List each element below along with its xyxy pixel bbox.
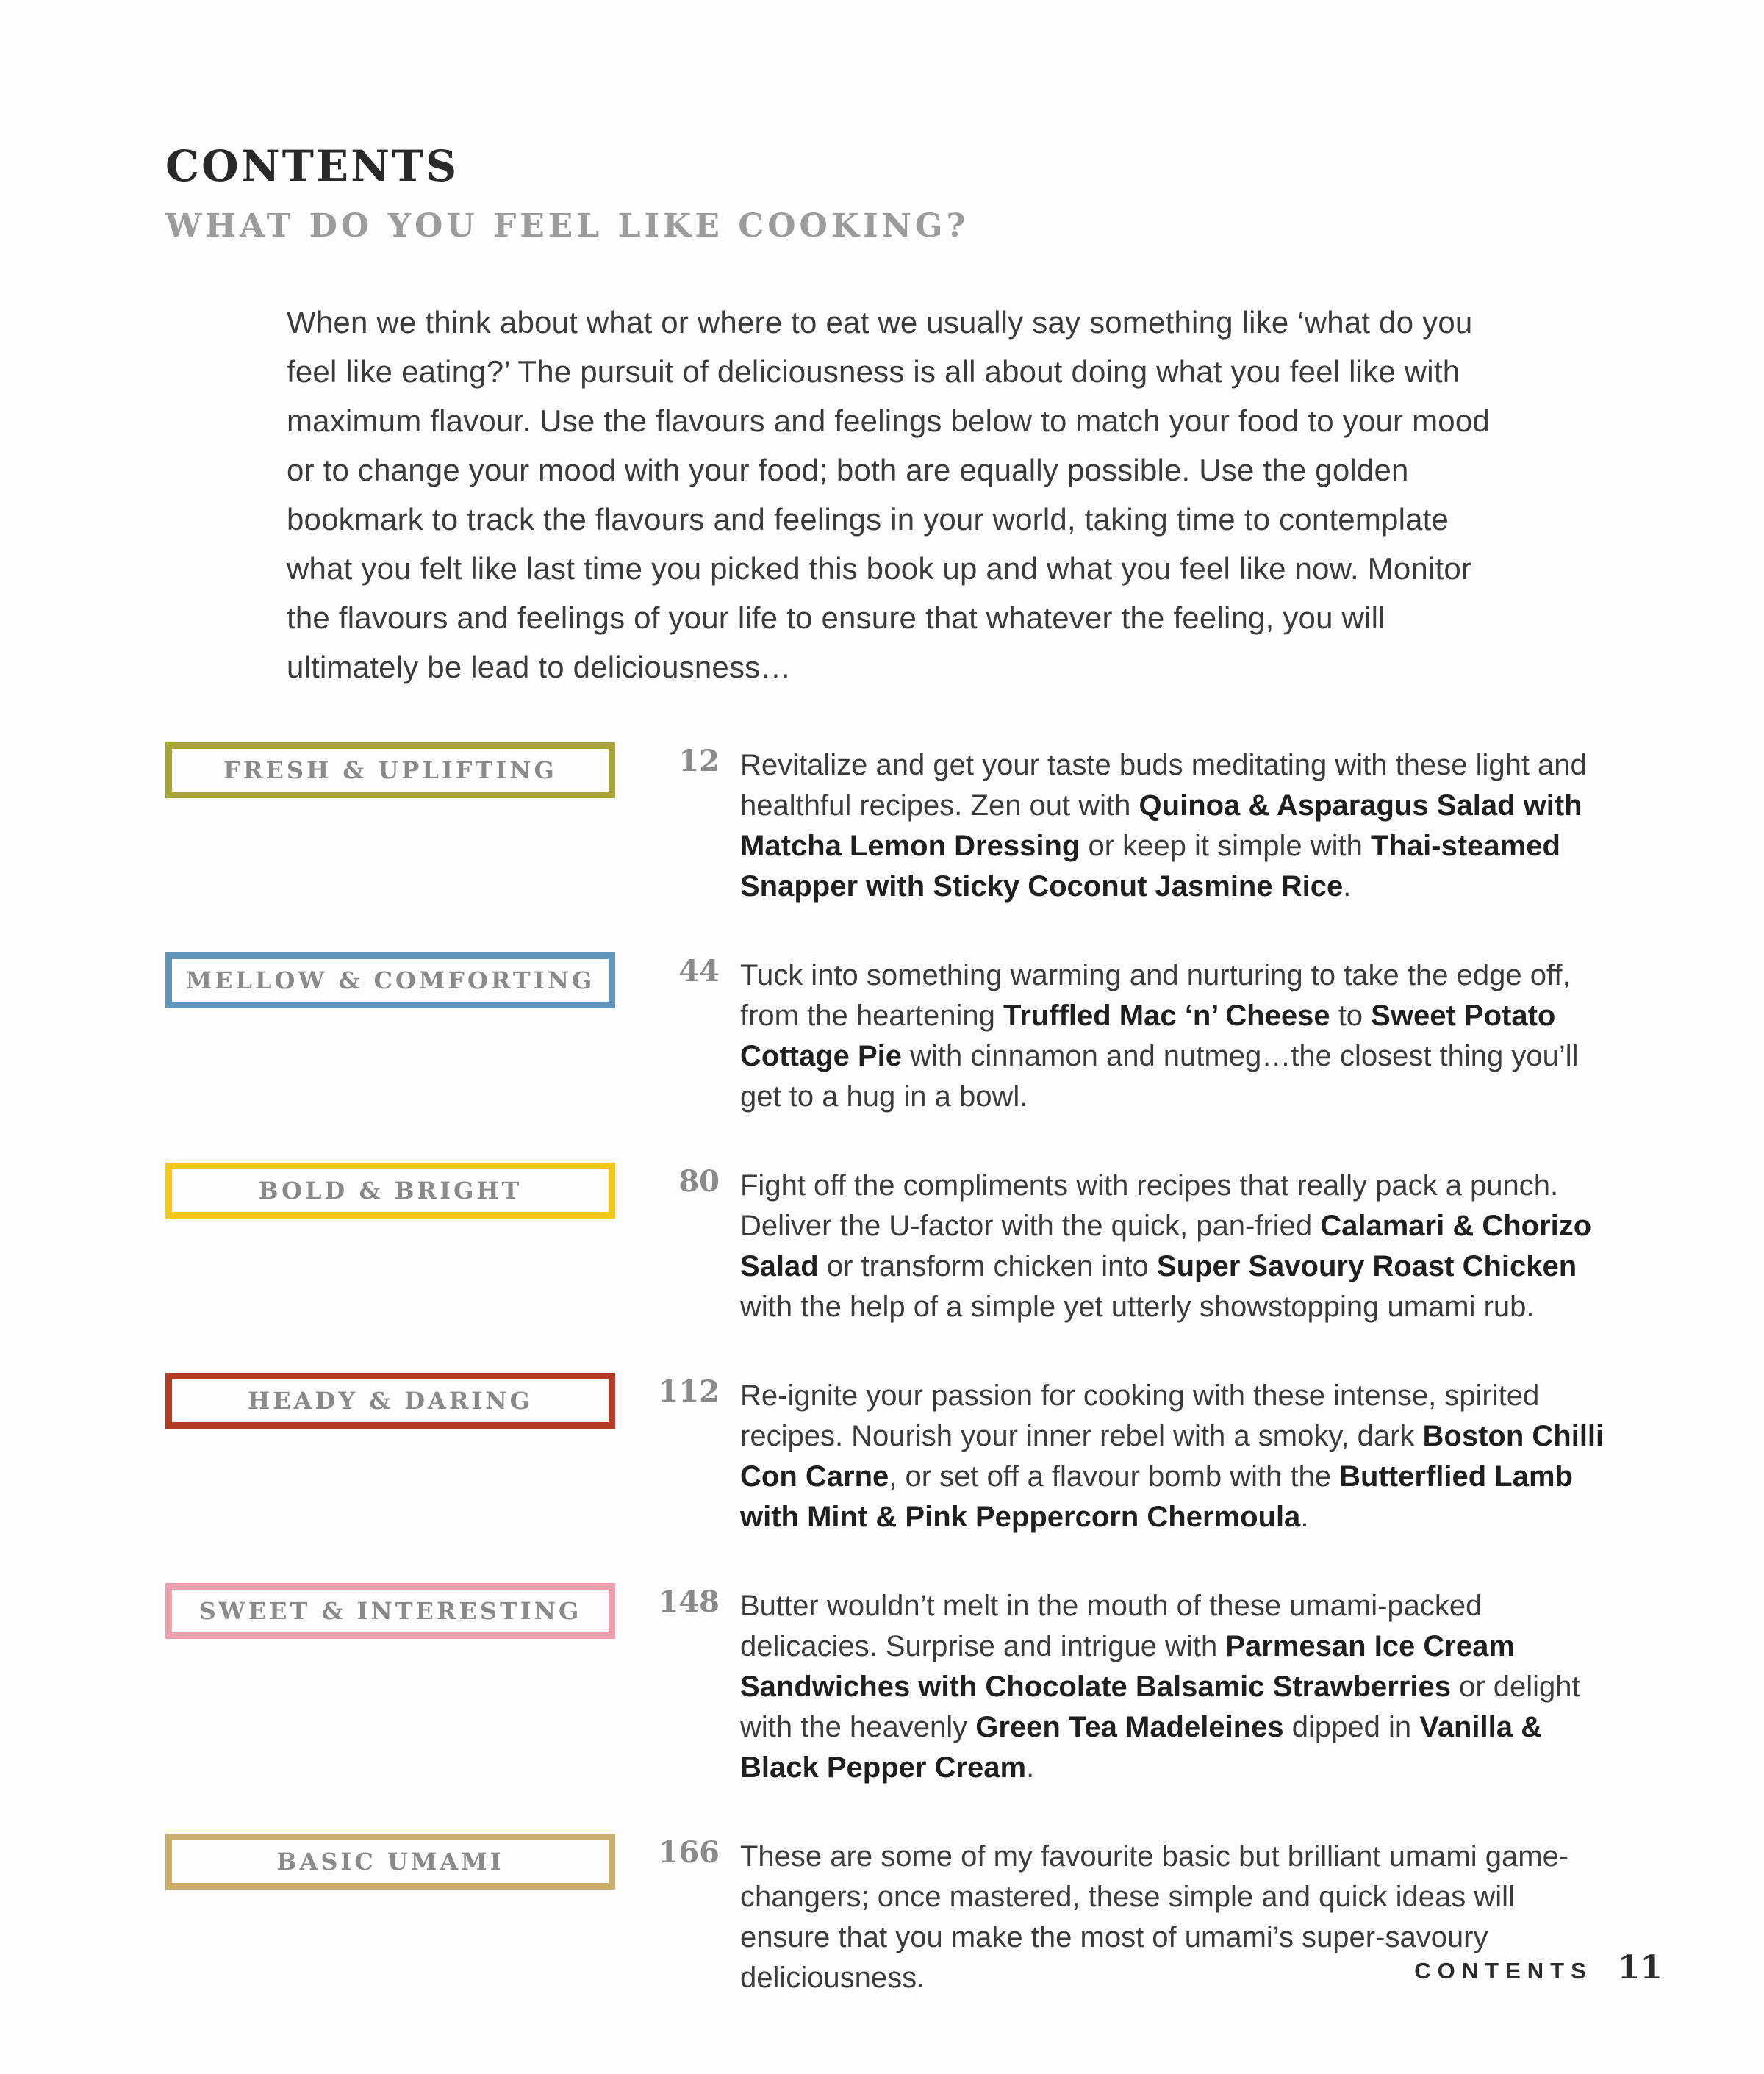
section-label: BASIC UMAMI: [276, 1848, 504, 1876]
description-text: with the help of a simple yet utterly showstopping umami rub.: [740, 1291, 1535, 1323]
recipe-name: Parmesan Ice Cream Sandwiches with Chocolate Balsamic Strawberries: [740, 1630, 1515, 1703]
description-text: .: [1026, 1751, 1035, 1784]
page-title: CONTENTS: [165, 141, 459, 191]
recipe-name: Calamari & Chorizo Salad: [740, 1210, 1592, 1282]
recipe-name: Boston Chilli Con Carne: [740, 1420, 1605, 1493]
description-text: .: [1300, 1501, 1309, 1533]
section-description: [740, 1163, 1606, 1327]
section-label-box: [165, 742, 615, 798]
description-text: , or set off a flavour bomb with the: [889, 1460, 1340, 1493]
section-page-number: 166: [658, 1835, 720, 1870]
page-subtitle: WHAT DO YOU FEEL LIKE COOKING?: [165, 207, 969, 245]
section-page-number: 148: [658, 1585, 720, 1619]
recipe-name: Vanilla & Black Pepper Cream: [740, 1711, 1542, 1784]
toc-section-row: [165, 742, 1606, 907]
section-page-number: 12: [678, 744, 720, 778]
toc-section-row: [165, 1583, 1606, 1788]
section-page-number: 80: [678, 1164, 720, 1199]
page-footer: [1414, 1949, 1663, 1987]
toc-section-row: [165, 952, 1606, 1117]
page-header: [165, 141, 969, 245]
description-text: or transform chicken into: [818, 1250, 1157, 1282]
section-label-box: [165, 1373, 615, 1429]
description-text: or delight with the heavenly: [740, 1671, 1580, 1743]
description-text: dipped in: [1283, 1711, 1420, 1743]
recipe-name: Super Savoury Roast Chicken: [1156, 1250, 1577, 1282]
section-label-column: [165, 952, 615, 1008]
toc-section-row: [165, 1373, 1606, 1537]
section-label: SWEET & INTERESTING: [198, 1597, 582, 1625]
recipe-name: Green Tea Madeleines: [975, 1711, 1284, 1743]
section-label-box: [165, 1163, 615, 1219]
section-label-box: [165, 1583, 615, 1639]
description-text: Revitalize and get your taste buds meditating with these light and healthful recipes. Zen out with: [740, 749, 1587, 822]
section-label: BOLD & BRIGHT: [258, 1177, 523, 1205]
section-label-column: [165, 1163, 615, 1219]
description-text: Fight off the compliments with recipes that really pack a punch. Deliver the U-factor with the quick, pan-fried: [740, 1169, 1559, 1242]
section-label-box: [165, 952, 615, 1008]
section-description: [740, 952, 1606, 1117]
description-text: with cinnamon and nutmeg…the closest thing you’ll get to a hug in a bowl.: [740, 1040, 1579, 1113]
section-description: [740, 1373, 1606, 1537]
description-text: .: [1343, 870, 1352, 903]
recipe-name: Thai-steamed Snapper with Sticky Coconut Jasmine Rice: [740, 830, 1560, 903]
intro-paragraph: When we think about what or where to eat we usually say something like ‘what do you feel like eating?’ The pursuit of deliciousness is all about doing what you feel like with maximum flavour. Use the flavours and feelings below to match your food to your mood or to change your mood with your food; both are equally possible. Use the golden bookmark to track the flavours and feelings in your world, taking time to contemplate what you felt like last time you picked this book up and what you feel like now. Monitor the flavours and feelings of your life to ensure that whatever the feeling, you will ultimately be lead to deliciousness…: [287, 305, 1490, 684]
description-text: Tuck into something warming and nurturing to take the edge off, from the heartening: [740, 959, 1571, 1032]
toc-section-row: [165, 1163, 1606, 1327]
section-label: HEADY & DARING: [248, 1387, 533, 1415]
section-label: MELLOW & COMFORTING: [185, 966, 595, 994]
description-text: or keep it simple with: [1080, 830, 1372, 862]
toc-section-row: [165, 1834, 1606, 1998]
section-page-number: 44: [678, 954, 720, 988]
section-description: [740, 742, 1606, 907]
description-text: to: [1330, 1000, 1372, 1032]
section-label-column: [165, 1583, 615, 1639]
recipe-name: Quinoa & Asparagus Salad with Matcha Lemon Dressing: [740, 789, 1582, 862]
recipe-name: Butterflied Lamb with Mint & Pink Peppercorn Chermoula: [740, 1460, 1573, 1533]
description-text: Butter wouldn’t melt in the mouth of these umami-packed delicacies. Surprise and intrigue with: [740, 1590, 1482, 1662]
sections-list: [165, 742, 1606, 2044]
section-page-number: 112: [658, 1374, 720, 1409]
section-label-box: [165, 1834, 615, 1890]
section-description: [740, 1583, 1606, 1788]
recipe-name: Truffled Mac ‘n’ Cheese: [1003, 1000, 1330, 1032]
section-label-column: [165, 1373, 615, 1429]
recipe-name: Sweet Potato Cottage Pie: [740, 1000, 1556, 1072]
section-label-column: [165, 1834, 615, 1890]
section-label-column: [165, 742, 615, 798]
description-text: These are some of my favourite basic but brilliant umami game-changers; once mastered, these simple and quick ideas will ensure that you make the most of umami’s super-savoury deliciousness.: [740, 1840, 1569, 1994]
footer-page-number: 11: [1617, 1949, 1663, 1987]
description-text: Re-ignite your passion for cooking with these intense, spirited recipes. Nourish your inner rebel with a smoky, dark: [740, 1379, 1540, 1452]
section-label: FRESH & UPLIFTING: [223, 756, 557, 784]
footer-running-head: CONTENTS: [1414, 1958, 1593, 1984]
